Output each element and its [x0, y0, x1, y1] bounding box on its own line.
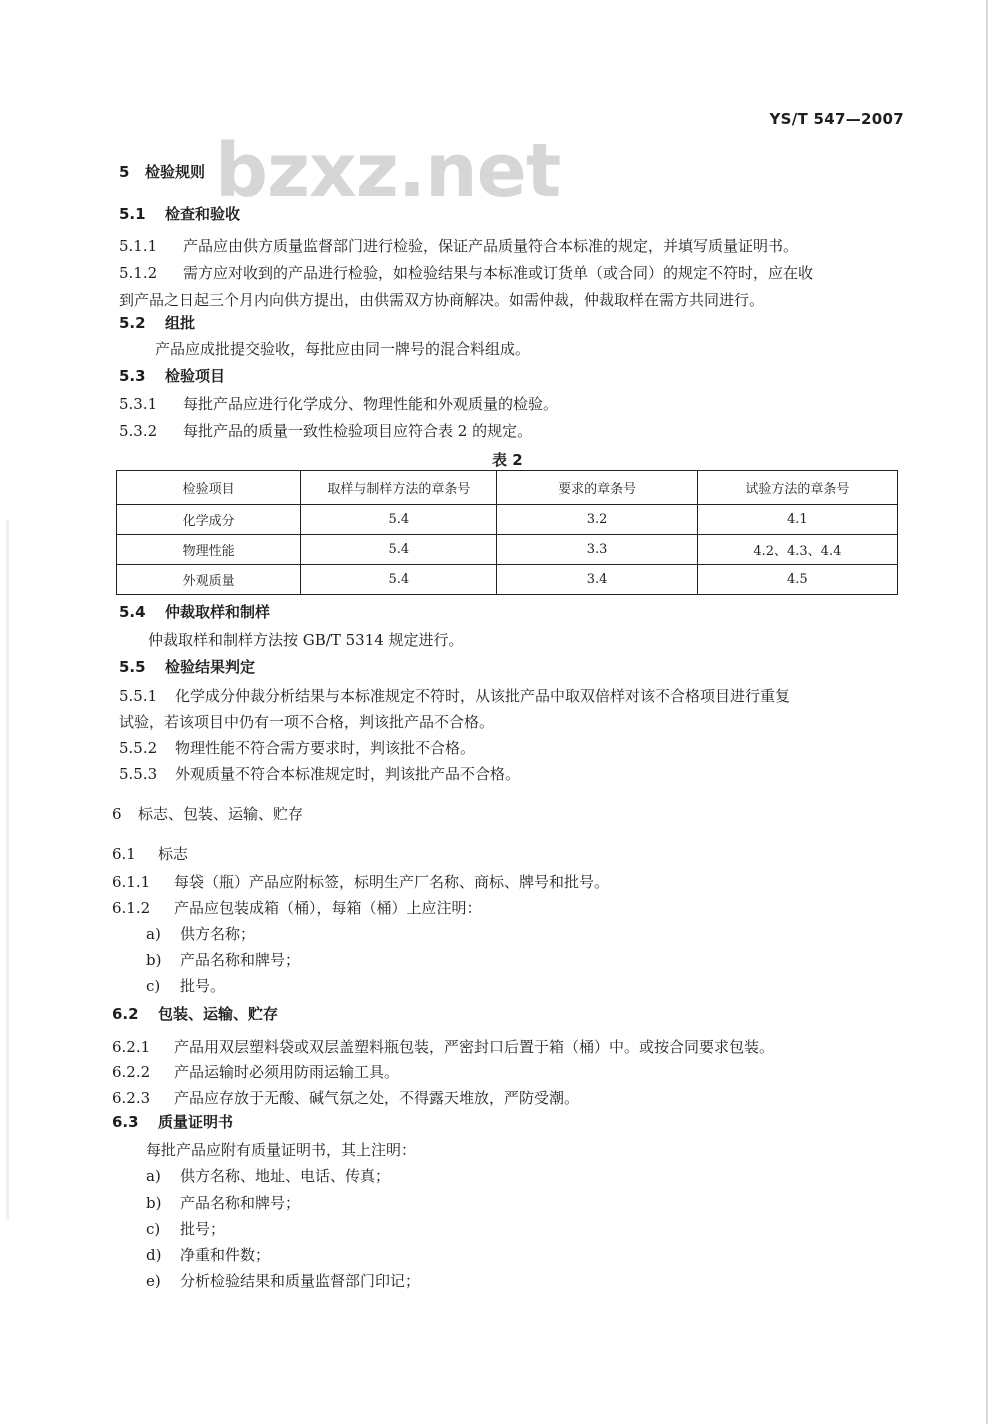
table-header-cell: 要求的章条号: [497, 471, 697, 505]
clause-5-1-1: 5.1.1 产品应由供方质量监督部门进行检验，保证产品质量符合本标准的规定，并填写质量证明书。: [119, 237, 799, 255]
table-cell: 外观质量: [117, 565, 301, 595]
page-edge-shadow: [986, 0, 988, 1424]
table-cell: 5.4: [301, 535, 497, 565]
table-cell: 5.4: [301, 505, 497, 535]
list-item: c) 批号；: [146, 1220, 226, 1238]
clause-heading-5-1: 5.1 检查和验收: [119, 205, 241, 223]
clause-5-4-text: 仲裁取样和制样方法按 GB/T 5314 规定进行。: [148, 631, 464, 649]
clause-6-3-text: 每批产品应附有质量证明书，其上注明：: [146, 1141, 417, 1159]
table-cell: 4.1: [697, 505, 897, 535]
list-item: b) 产品名称和牌号；: [146, 1194, 301, 1212]
table-row: [117, 565, 898, 595]
clause-6-2-1: 6.2.1 产品用双层塑料袋或双层盖塑料瓶包装，严密封口后置于箱（桶）中。或按合同要求包装。: [112, 1038, 775, 1056]
list-item: a) 供方名称、地址、电话、传真；: [146, 1167, 391, 1185]
list-item: d) 净重和件数；: [146, 1246, 271, 1264]
clause-heading-5-3: 5.3 检验项目: [119, 367, 226, 385]
clause-5-5-2: 5.5.2 物理性能不符合需方要求时，判该批不合格。: [119, 739, 476, 757]
clause-6-2-2: 6.2.2 产品运输时必须用防雨运输工具。: [112, 1063, 400, 1081]
table-caption: 表 2: [492, 451, 523, 469]
clause-5-5-3: 5.5.3 外观质量不符合本标准规定时，判该批产品不合格。: [119, 765, 521, 783]
list-item: e) 分析检验结果和质量监督部门印记；: [146, 1272, 421, 1290]
clause-heading-6-3: 6.3 质量证明书: [112, 1113, 234, 1131]
table-cell: 3.3: [497, 535, 697, 565]
table-row: [117, 505, 898, 535]
watermark: bzxz.net: [215, 128, 561, 214]
table-cell: 3.2: [497, 505, 697, 535]
inspection-table: [116, 470, 898, 595]
list-item: c) 批号。: [146, 977, 226, 995]
page-edge-shadow-left: [6, 520, 9, 1220]
document-code: YS/T 547—2007: [769, 110, 904, 128]
clause-5-1-2-cont: 到产品之日起三个月内向供方提出，由供需双方协商解决。如需仲裁，仲裁取样在需方共同进行。: [119, 291, 765, 309]
table-cell: 物理性能: [117, 535, 301, 565]
clause-5-2-text: 产品应成批提交验收，每批应由同一牌号的混合料组成。: [155, 340, 531, 358]
table-cell: 化学成分: [117, 505, 301, 535]
clause-6-2-3: 6.2.3 产品应存放于无酸、碱气氛之处，不得露天堆放，严防受潮。: [112, 1089, 580, 1107]
list-item: b) 产品名称和牌号；: [146, 951, 301, 969]
section-heading-6: 6 标志、包装、运输、贮存: [112, 805, 304, 823]
table-header-cell: 取样与制样方法的章条号: [301, 471, 497, 505]
table-cell: 4.5: [697, 565, 897, 595]
table-header-row: [117, 471, 898, 505]
clause-heading-6-2: 6.2 包装、运输、贮存: [112, 1005, 279, 1023]
table-cell: 4.2、4.3、4.4: [697, 535, 897, 565]
clause-heading-6-1: 6.1 标志: [112, 845, 189, 863]
clause-5-3-2: 5.3.2 每批产品的质量一致性检验项目应符合表 2 的规定。: [119, 422, 533, 440]
clause-heading-5-5: 5.5 检验结果判定: [119, 658, 256, 676]
clause-5-5-1-cont: 试验，若该项目中仍有一项不合格，判该批产品不合格。: [119, 713, 495, 731]
table-header-cell: 试验方法的章条号: [697, 471, 897, 505]
clause-5-1-2: 5.1.2 需方应对收到的产品进行检验，如检验结果与本标准或订货单（或合同）的规定不符时，应在收: [119, 264, 814, 282]
table-row: [117, 535, 898, 565]
clause-5-5-1: 5.5.1 化学成分仲裁分析结果与本标准规定不符时，从该批产品中取双倍样对该不合格项目进行重复: [119, 687, 791, 705]
table-cell: 3.4: [497, 565, 697, 595]
clause-heading-5-2: 5.2 组批: [119, 314, 196, 332]
table-header-cell: 检验项目: [117, 471, 301, 505]
clause-heading-5-4: 5.4 仲裁取样和制样: [119, 603, 271, 621]
list-item: a) 供方名称；: [146, 925, 256, 943]
table-cell: 5.4: [301, 565, 497, 595]
clause-6-1-1: 6.1.1 每袋（瓶）产品应附标签，标明生产厂名称、商标、牌号和批号。: [112, 873, 610, 891]
clause-5-3-1: 5.3.1 每批产品应进行化学成分、物理性能和外观质量的检验。: [119, 395, 559, 413]
section-heading-5: 5 检验规则: [119, 163, 206, 181]
clause-6-1-2: 6.1.2 产品应包装成箱（桶），每箱（桶）上应注明：: [112, 899, 482, 917]
